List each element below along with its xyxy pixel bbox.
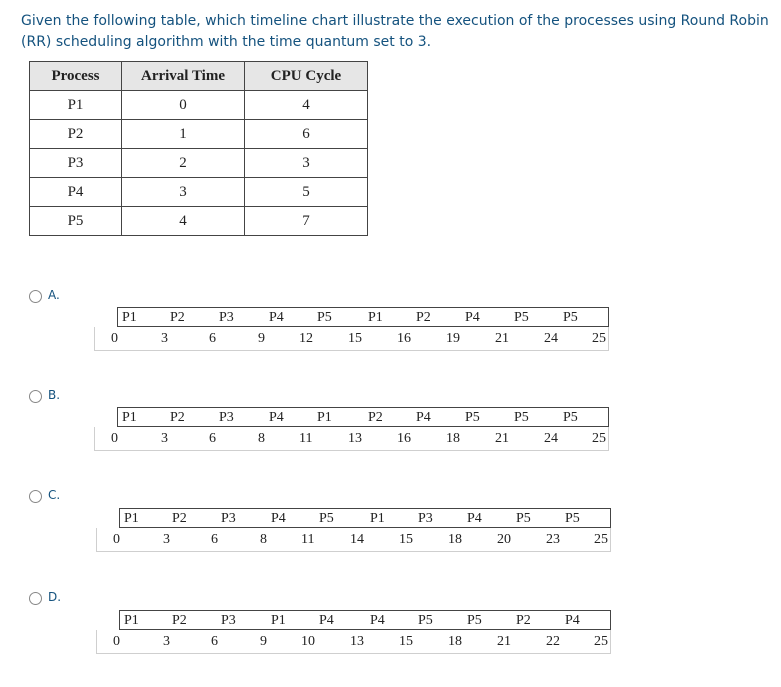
- timeline-tick-label: 20: [497, 532, 511, 547]
- timeline-process-label: P4: [271, 511, 286, 526]
- timeline-tick-label: 0: [113, 532, 120, 547]
- timeline-tick-label: 6: [211, 634, 218, 649]
- timeline-process-label: P4: [319, 613, 334, 628]
- timeline-tick-label: 24: [544, 431, 558, 446]
- timeline-process-label: P5: [467, 613, 482, 628]
- timeline-process-label: P5: [514, 310, 529, 325]
- table-row: [30, 149, 368, 178]
- timeline-chart: [94, 307, 614, 353]
- timeline-tick-label: 0: [111, 331, 118, 346]
- cell-cpu-cycle: 5: [245, 178, 368, 207]
- timeline-process-label: P4: [269, 410, 284, 425]
- timeline-tick-label: 11: [299, 431, 313, 446]
- timeline-process-label: P5: [563, 410, 578, 425]
- cell-cpu-cycle: 7: [245, 207, 368, 236]
- timeline-ticks: [94, 427, 609, 451]
- timeline-tick-label: 18: [446, 431, 460, 446]
- timeline-tick-label: 19: [446, 331, 460, 346]
- timeline-tick-label: 14: [350, 532, 364, 547]
- cell-process: P4: [30, 178, 122, 207]
- timeline-tick-label: 25: [592, 431, 606, 446]
- cell-arrival-time: 1: [122, 120, 245, 149]
- cell-cpu-cycle: 4: [245, 91, 368, 120]
- cell-arrival-time: 2: [122, 149, 245, 178]
- cell-process: P2: [30, 120, 122, 149]
- timeline-chart: [94, 407, 614, 453]
- timeline-process-label: P1: [271, 613, 286, 628]
- timeline-tick-label: 23: [546, 532, 560, 547]
- timeline-process-label: P2: [172, 613, 187, 628]
- process-table: [29, 61, 368, 236]
- table-header-row: [30, 62, 368, 91]
- timeline-tick-label: 13: [350, 634, 364, 649]
- table-row: [30, 207, 368, 236]
- timeline-chart: [96, 610, 616, 656]
- table-row: [30, 91, 368, 120]
- table-row: [30, 178, 368, 207]
- timeline-tick-label: 13: [348, 431, 362, 446]
- timeline-process-label: P5: [516, 511, 531, 526]
- cell-cpu-cycle: 6: [245, 120, 368, 149]
- option-label: D.: [48, 590, 62, 604]
- timeline-tick-label: 16: [397, 431, 411, 446]
- timeline-process-label: P3: [219, 310, 234, 325]
- timeline-tick-label: 22: [546, 634, 560, 649]
- timeline-process-label: P5: [514, 410, 529, 425]
- timeline-process-label: P3: [221, 613, 236, 628]
- timeline-tick-label: 25: [594, 634, 608, 649]
- cell-process: P1: [30, 91, 122, 120]
- option-a[interactable]: [29, 290, 749, 360]
- timeline-tick-label: 3: [161, 331, 168, 346]
- cell-process: P5: [30, 207, 122, 236]
- timeline-process-label: P1: [368, 310, 383, 325]
- timeline-tick-label: 3: [163, 634, 170, 649]
- timeline-tick-label: 8: [260, 532, 267, 547]
- timeline-process-label: P2: [516, 613, 531, 628]
- timeline-tick-label: 0: [113, 634, 120, 649]
- timeline-tick-label: 3: [161, 431, 168, 446]
- timeline-tick-label: 6: [211, 532, 218, 547]
- timeline-process-label: P4: [465, 310, 480, 325]
- timeline-ticks: [96, 528, 611, 552]
- timeline-ticks: [96, 630, 611, 654]
- timeline-tick-label: 21: [497, 634, 511, 649]
- timeline-tick-label: 25: [592, 331, 606, 346]
- cell-arrival-time: 0: [122, 91, 245, 120]
- cell-arrival-time: 4: [122, 207, 245, 236]
- timeline-process-label: P5: [563, 310, 578, 325]
- timeline-tick-label: 18: [448, 532, 462, 547]
- timeline-process-label: P1: [317, 410, 332, 425]
- timeline-process-label: P1: [370, 511, 385, 526]
- timeline-process-label: P4: [416, 410, 431, 425]
- timeline-process-label: P4: [565, 613, 580, 628]
- timeline-process-label: P3: [418, 511, 433, 526]
- cell-arrival-time: 3: [122, 178, 245, 207]
- column-header-process: Process: [30, 62, 122, 91]
- timeline-process-label: P1: [124, 511, 139, 526]
- timeline-tick-label: 10: [301, 634, 315, 649]
- timeline-process-label: P5: [565, 511, 580, 526]
- timeline-tick-label: 15: [348, 331, 362, 346]
- timeline-tick-label: 6: [209, 331, 216, 346]
- column-header-cpu-cycle: CPU Cycle: [245, 62, 368, 91]
- timeline-process-label: P5: [319, 511, 334, 526]
- timeline-process-label: P4: [370, 613, 385, 628]
- timeline-bar: [119, 508, 611, 528]
- timeline-tick-label: 16: [397, 331, 411, 346]
- option-b[interactable]: [29, 390, 749, 460]
- timeline-process-label: P5: [465, 410, 480, 425]
- timeline-process-label: P1: [124, 613, 139, 628]
- timeline-tick-label: 21: [495, 331, 509, 346]
- table-row: [30, 120, 368, 149]
- timeline-chart: [96, 508, 616, 554]
- timeline-tick-label: 24: [544, 331, 558, 346]
- timeline-ticks: [94, 327, 609, 351]
- timeline-process-label: P1: [122, 310, 137, 325]
- timeline-tick-label: 0: [111, 431, 118, 446]
- timeline-tick-label: 9: [258, 331, 265, 346]
- radio-button[interactable]: [29, 592, 42, 605]
- option-label: B.: [48, 388, 61, 402]
- timeline-tick-label: 15: [399, 634, 413, 649]
- timeline-bar: [117, 407, 609, 427]
- timeline-tick-label: 6: [209, 431, 216, 446]
- radio-button[interactable]: [29, 490, 42, 503]
- radio-button[interactable]: [29, 390, 42, 403]
- timeline-process-label: P3: [221, 511, 236, 526]
- timeline-tick-label: 8: [258, 431, 265, 446]
- timeline-process-label: P2: [170, 310, 185, 325]
- timeline-process-label: P2: [368, 410, 383, 425]
- timeline-bar: [117, 307, 609, 327]
- option-c[interactable]: [29, 490, 749, 560]
- timeline-process-label: P1: [122, 410, 137, 425]
- timeline-process-label: P5: [317, 310, 332, 325]
- timeline-tick-label: 12: [299, 331, 313, 346]
- option-d[interactable]: [29, 592, 749, 662]
- timeline-tick-label: 25: [594, 532, 608, 547]
- question-text: Given the following table, which timeline chart illustrate the execution of the processes using Round Robin (RR) scheduling algorithm with the time quantum set to 3.: [21, 13, 769, 50]
- timeline-process-label: P2: [416, 310, 431, 325]
- timeline-process-label: P4: [467, 511, 482, 526]
- timeline-tick-label: 9: [260, 634, 267, 649]
- timeline-bar: [119, 610, 611, 630]
- timeline-tick-label: 15: [399, 532, 413, 547]
- cell-cpu-cycle: 3: [245, 149, 368, 178]
- column-header-arrival-time: Arrival Time: [122, 62, 245, 91]
- radio-button[interactable]: [29, 290, 42, 303]
- timeline-process-label: P5: [418, 613, 433, 628]
- cell-process: P3: [30, 149, 122, 178]
- timeline-process-label: P3: [219, 410, 234, 425]
- timeline-tick-label: 3: [163, 532, 170, 547]
- timeline-tick-label: 18: [448, 634, 462, 649]
- timeline-process-label: P2: [172, 511, 187, 526]
- timeline-tick-label: 21: [495, 431, 509, 446]
- timeline-process-label: P2: [170, 410, 185, 425]
- option-label: C.: [48, 488, 61, 502]
- timeline-process-label: P4: [269, 310, 284, 325]
- option-label: A.: [48, 288, 60, 302]
- timeline-tick-label: 11: [301, 532, 315, 547]
